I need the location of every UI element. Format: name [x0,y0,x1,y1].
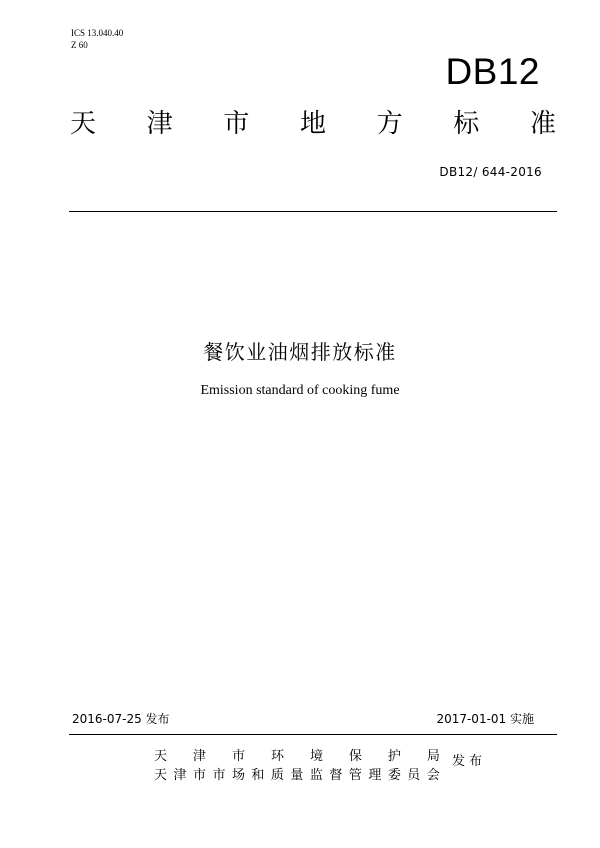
title-english: Emission standard of cooking fume [200,383,400,398]
publisher-char: 质 [270,768,284,783]
bottom-divider [69,734,557,735]
publisher-char: 市 [192,768,206,783]
publisher-char: 津 [173,768,187,783]
standard-type-heading [70,108,556,140]
publisher-char: 会 [426,768,440,783]
publisher-char: 天 [154,749,168,764]
publisher-char: 员 [407,768,421,783]
implementation-date: 2017-01-01 实施 [436,712,534,726]
publisher-char: 环 [270,749,284,764]
publisher-char: 护 [387,749,401,764]
publisher-char: 场 [231,768,245,783]
standard-number: DB12/ 644-2016 [439,165,542,179]
publisher-char: 市 [212,768,226,783]
publisher-char: 保 [348,749,362,764]
title-chinese: 餐饮业油烟排放标准 [203,340,397,364]
publish-label: 发布 [452,754,487,769]
standard-type-char: 津 [146,109,173,139]
publisher-char: 监 [309,768,323,783]
publisher-char: 境 [309,749,323,764]
publisher-char: 和 [251,768,265,783]
publisher-char: 理 [368,768,382,783]
top-divider [69,211,557,212]
ccs-code: Z 60 [71,40,88,50]
publisher-char: 天 [154,768,168,783]
publisher-char: 量 [290,768,304,783]
publisher-char: 管 [348,768,362,783]
standard-type-char: 方 [376,109,403,139]
db-code: DB12 [445,51,540,92]
publisher-line-1 [154,748,440,765]
standard-type-char: 准 [529,109,556,139]
publisher-char: 督 [329,768,343,783]
standard-type-char: 天 [70,109,97,139]
publisher-char: 局 [426,749,440,764]
ics-code: ICS 13.040.40 [71,28,124,38]
standard-type-char: 标 [453,109,480,139]
publisher-line-2 [154,767,440,784]
publisher-char: 津 [192,749,206,764]
issue-date: 2016-07-25 发布 [72,712,170,726]
classification-codes [71,27,123,51]
publisher-char: 委 [387,768,401,783]
standard-type-char: 市 [223,109,250,139]
standard-type-char: 地 [299,109,326,139]
publisher-char: 市 [231,749,245,764]
